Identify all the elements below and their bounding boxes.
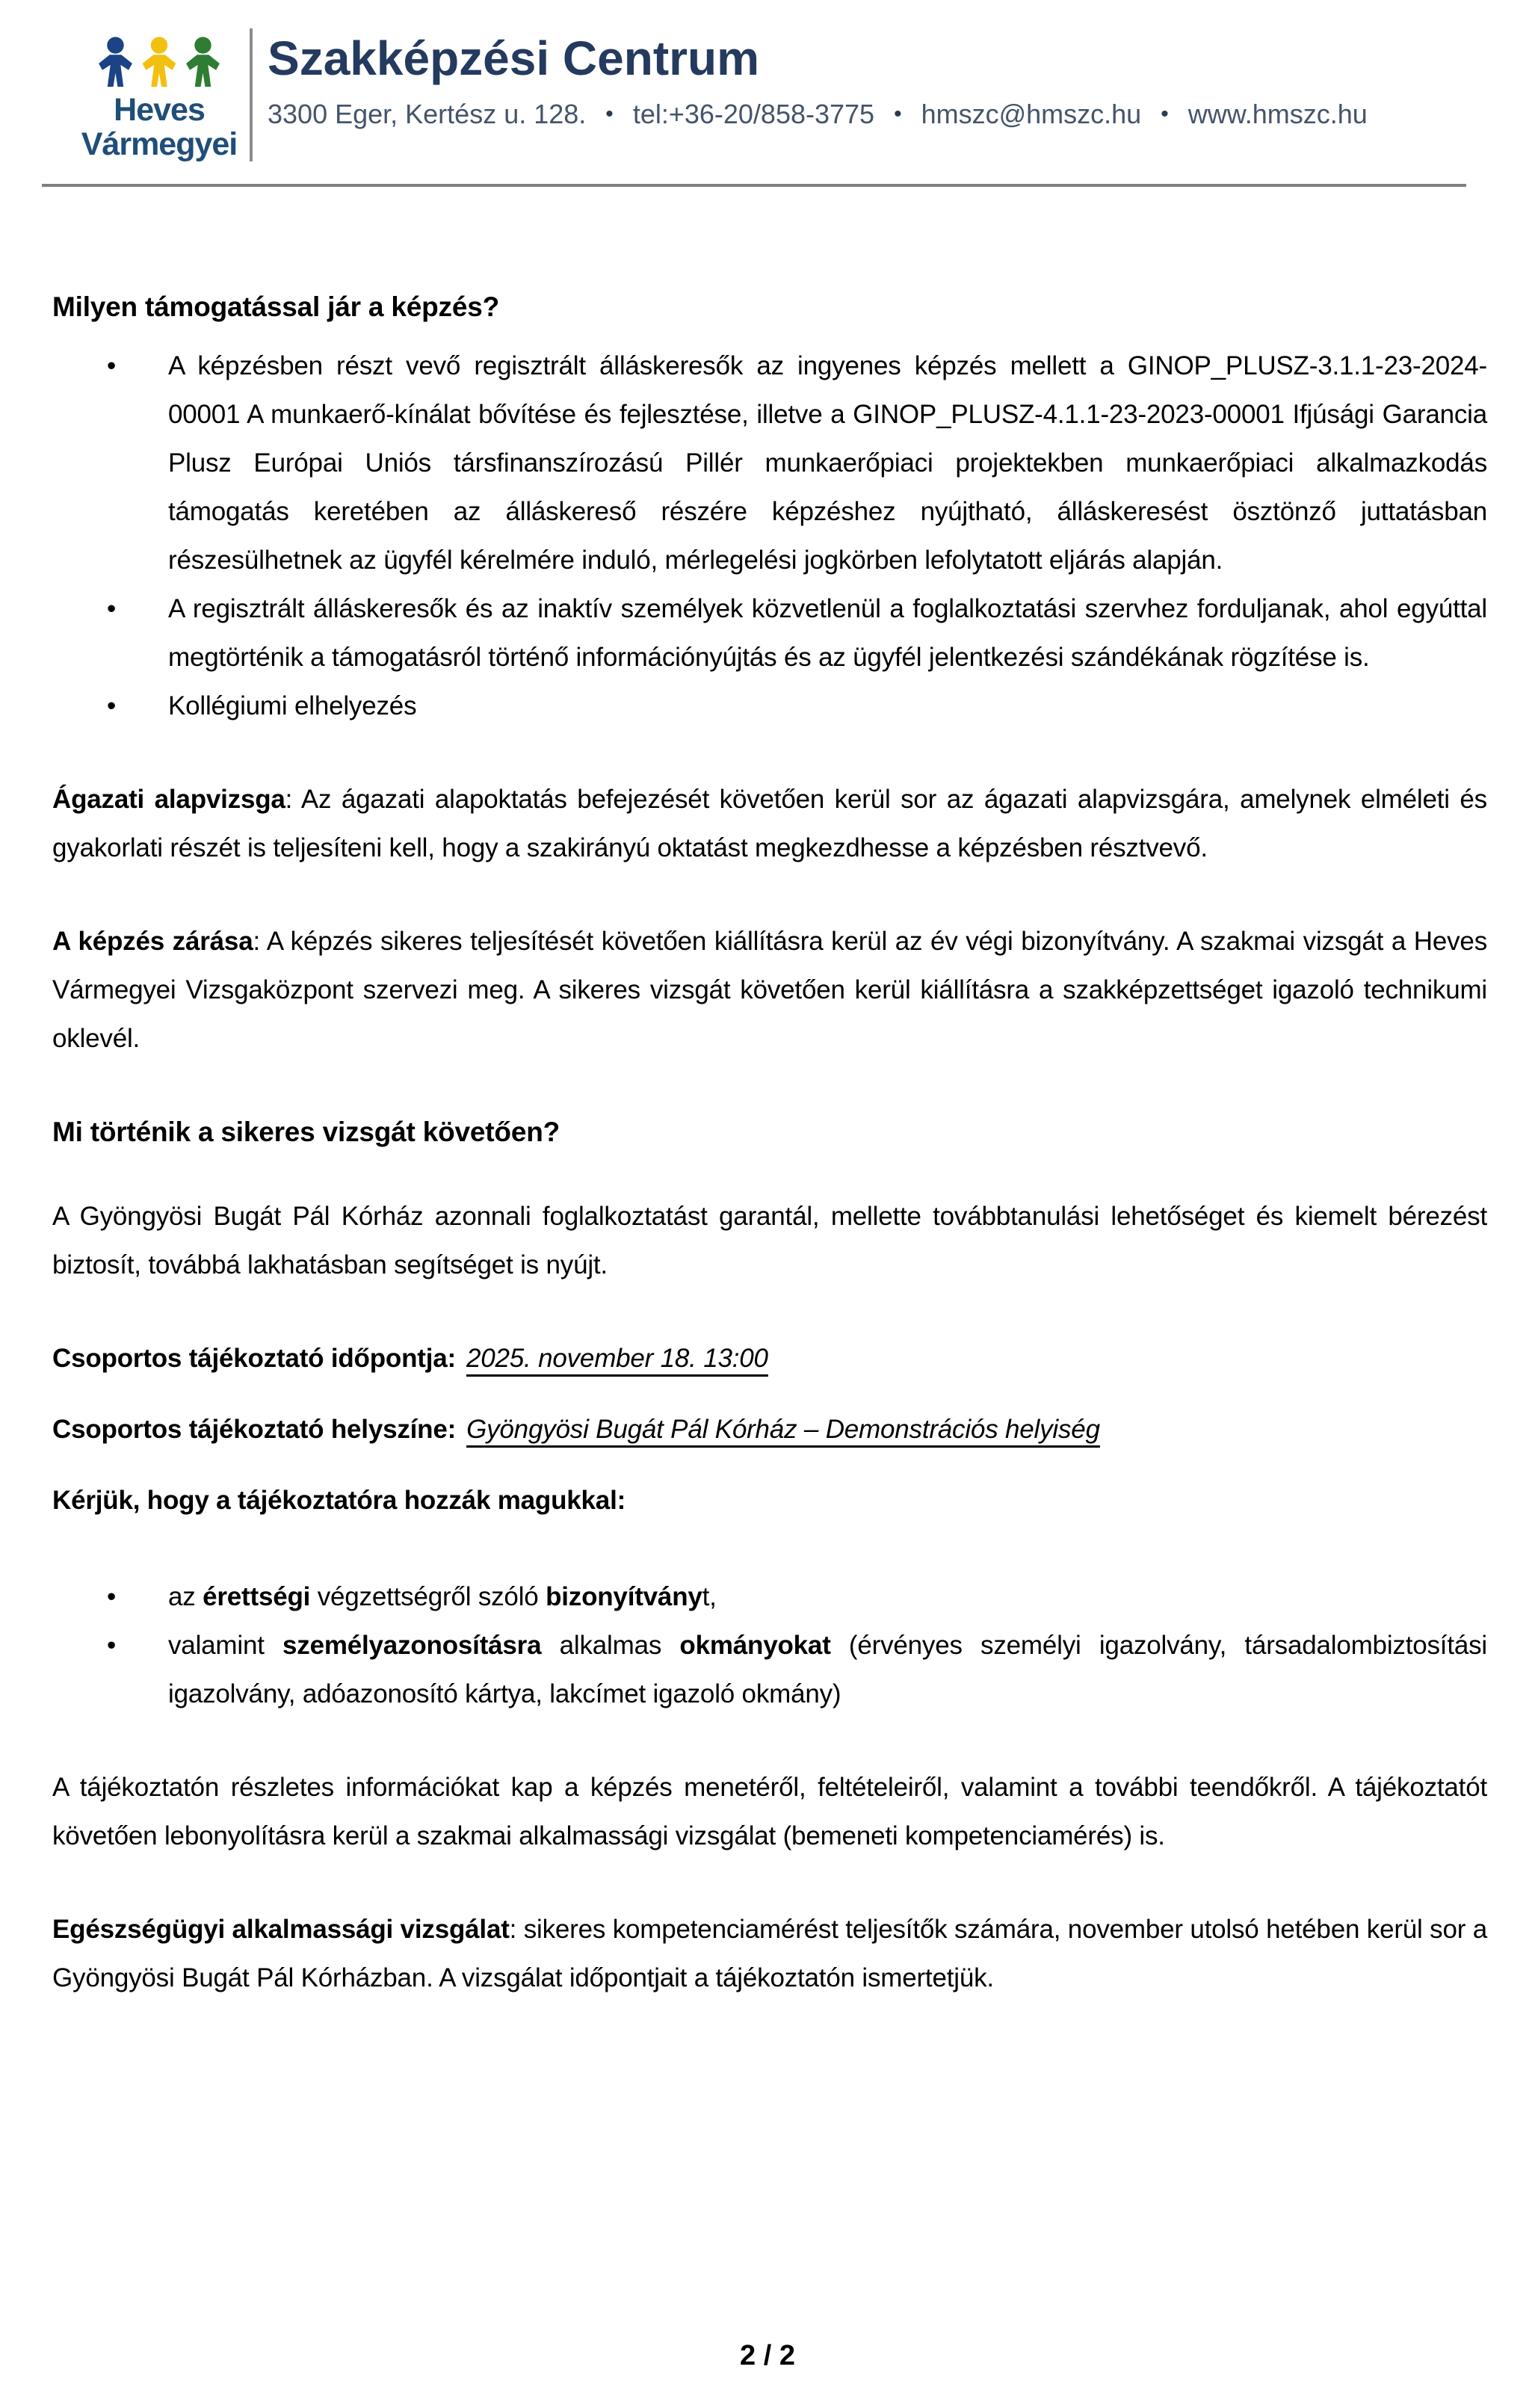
letterhead-vertical-divider <box>250 28 253 161</box>
paragraph-body-text: : Az ágazati alapoktatás befejezését követően kerül sor az ágazati alapvizsgára, amelynek elméleti és gyakorlati részét is teljesíteni kell, hogy a szakirányú oktatást megkezdhesse a képzésben résztvevő. <box>52 785 1487 862</box>
paragraph-lead-bold: Ágazati alapvizsga <box>52 785 285 814</box>
run-bold: bizonyítvány <box>546 1582 702 1611</box>
address-street: 3300 Eger, Kertész u. 128. <box>268 99 587 129</box>
address-website: www.hmszc.hu <box>1187 99 1368 129</box>
list-item <box>52 1572 1487 1621</box>
support-bullet-list <box>52 342 1487 730</box>
letterhead <box>0 0 1535 161</box>
paragraph-agazati-alapvizsga <box>52 775 1487 872</box>
info-time-label: Csoportos tájékoztató időpontja: <box>52 1344 456 1373</box>
paragraph-lead-bold: Egészségügyi alkalmassági vizsgálat <box>52 1915 510 1944</box>
org-name-line2: Vármegyei <box>81 126 238 162</box>
run-bold: okmányokat <box>679 1631 831 1660</box>
bullet-icon: • <box>107 691 117 720</box>
paragraph-body-text: : sikeres kompetenciamérést teljesítők számára, november utolsó hetében kerül sor a Gyöngyösi Bugát Pál Kórházban. A vizsgálat időpontjait a tájékoztatón ismertetjük. <box>52 1915 1487 1992</box>
run-text: alkalmas <box>541 1631 680 1660</box>
section-heading-bring <box>52 1476 1487 1525</box>
org-name-line1: Heves <box>114 92 205 128</box>
paragraph-body-text: : A képzés sikeres teljesítését követően kiállításra kerül az év végi bizonyítvány. A szakmai vizsgát a Heves Vármegyei Vizsgaközpont szervezi meg. A sikeres vizsgát követően kerül kiállításra a szakképzettséget igazoló technikumi oklevél. <box>52 927 1488 1053</box>
bullet-icon: • <box>107 594 117 623</box>
bring-bullet-list <box>52 1572 1487 1718</box>
bullet-icon: • <box>107 1582 117 1611</box>
paragraph-korhaz: A Gyöngyösi Bugát Pál Kórház azonnali foglalkoztatást garantál, mellette továbbtanulási lehetőséget és kiemelt bérezést biztosít, továbbá lakhatásban segítséget is nyújt. <box>52 1202 1487 1279</box>
support-bullet-3-text: Kollégiumi elhelyezés <box>168 691 417 720</box>
run-text: végzettségről szóló <box>310 1582 546 1611</box>
info-place-value: Gyöngyösi Bugát Pál Kórház – Demonstrációs helyiség <box>466 1415 1100 1444</box>
section-heading-after-exam: Mi történik a sikeres vizsgát követően? <box>52 1117 560 1147</box>
address-phone: tel:+36-20/858-3775 <box>632 99 875 129</box>
support-bullet-2-text: A regisztrált álláskeresők és az inaktív személyek közvetlenül a foglalkoztatási szervhez forduljanak, ahol egyúttal megtörténik a támogatásról történő információnyújtás és az ügyfél jelentkezési szándékának rögzítése is. <box>168 594 1487 672</box>
run-text: t, <box>702 1582 717 1611</box>
info-line-time <box>52 1334 1487 1383</box>
run-text: (érvényes személyi igazolvány, társadalombiztosítási igazolvány, adóazonosító kártya, lakcímet igazoló okmány) <box>168 1631 1487 1708</box>
bring-bullet-1-text <box>168 1572 1487 1621</box>
paragraph-kepzes-zarasa <box>52 917 1487 1063</box>
info-place-label: Csoportos tájékoztató helyszíne: <box>52 1415 457 1444</box>
run-text: valamint <box>168 1631 282 1660</box>
bullet-icon: • <box>107 351 117 380</box>
support-bullet-1-text: A képzésben részt vevő regisztrált álláskeresők az ingyenes képzés mellett a GINOP_PLUSZ-3.1.1-23-2024-00001 A munkaerő-kínálat bővítése és fejlesztése, illetve a GINOP_PLUSZ-4.1.1-23-2023-00001 Ifjúsági Garancia Plusz Európai Uniós társfinanszírozású Pillér munkaerőpiaci projektekben munkaerőpiaci alkalmazkodás támogatás keretében az álláskereső részére képzéshez nyújtható, álláskeresést ösztönző juttatásban részesülhetnek az ügyfél kérelmére induló, mérlegelési jogkörben lefolytatott eljárás alapján. <box>168 351 1487 575</box>
paragraph-lead-bold: A képzés zárása <box>52 927 253 956</box>
document-body <box>0 187 1535 2002</box>
list-item <box>52 1621 1487 1718</box>
info-time-value: 2025. november 18. 13:00 <box>466 1344 768 1373</box>
list-item <box>52 342 1487 584</box>
bring-heading-bold: Kérjük, hogy a tájékoztatóra hozzák magukkal: <box>52 1486 626 1515</box>
list-item <box>52 584 1487 682</box>
people-icon <box>90 33 229 91</box>
org-title: Szakképzési Centrum <box>268 31 760 85</box>
address-email: hmszc@hmszc.hu <box>921 99 1142 129</box>
bullet-icon: • <box>107 1631 117 1660</box>
letterhead-right <box>268 25 1468 130</box>
paragraph-egeszsegugyi <box>52 1905 1487 2002</box>
org-address <box>268 99 1468 130</box>
run-text: az <box>168 1582 203 1611</box>
org-logo <box>81 25 238 161</box>
info-line-place <box>52 1405 1487 1454</box>
address-separator: • <box>605 102 614 126</box>
run-bold: személyazonosításra <box>282 1631 542 1660</box>
paragraph-tajekoztato: A tájékoztatón részletes információkat kap a képzés menetéről, feltételeiről, valamint a további teendőkről. A tájékoztatót követően lebonyolításra kerül a szakmai alkalmassági vizsgálat (bemeneti kompetenciamérés) is. <box>52 1773 1487 1850</box>
run-bold: érettségi <box>203 1582 311 1611</box>
section-heading-support: Milyen támogatással jár a képzés? <box>52 291 499 322</box>
address-separator: • <box>1161 102 1169 126</box>
list-item <box>52 682 1487 730</box>
page-number: 2 / 2 <box>740 2340 795 2371</box>
address-separator: • <box>894 102 902 126</box>
bring-bullet-2-text <box>168 1621 1487 1718</box>
